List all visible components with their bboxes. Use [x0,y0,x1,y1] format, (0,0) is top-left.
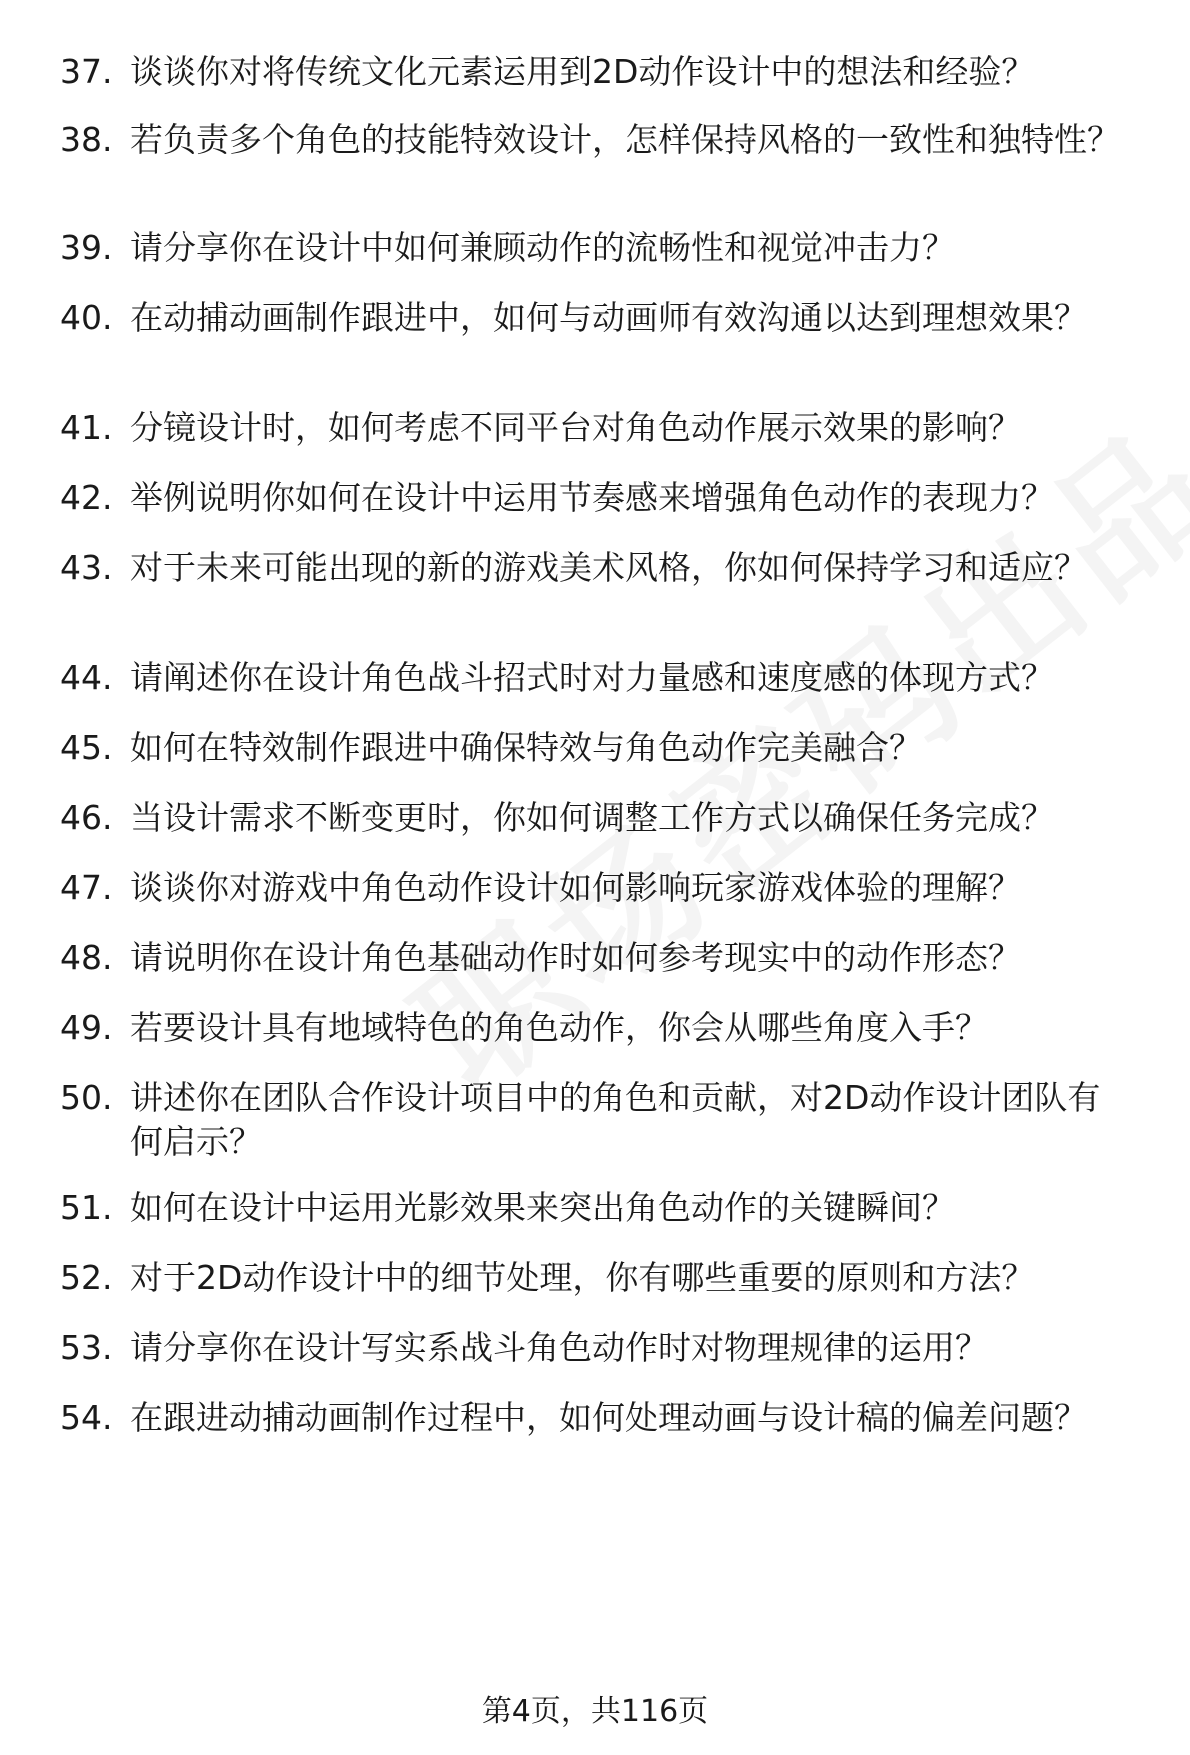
question-text: 举例说明你如何在设计中运用节奏感来增强角色动作的表现力？ [130,478,1054,517]
question-text: 在动捕动画制作跟进中，如何与动画师有效沟通以达到理想效果？ [130,298,1087,337]
question-number: 47. [60,868,113,907]
question-item [60,226,1170,270]
question-number: 50. [60,1078,113,1117]
question-text: 如何在设计中运用光影效果来突出角色动作的关键瞬间？ [130,1188,955,1227]
question-item [60,656,1170,700]
question-number: 38. [60,120,113,159]
question-item [60,1256,1170,1300]
question-item [60,866,1170,910]
question-number: 44. [60,658,113,697]
question-text: 如何在特效制作跟进中确保特效与角色动作完美融合？ [130,728,922,767]
question-number: 48. [60,938,113,977]
question-item [60,936,1170,980]
question-text: 在跟进动捕动画制作过程中，如何处理动画与设计稿的偏差问题？ [130,1398,1087,1437]
question-text: 请阐述你在设计角色战斗招式时对力量感和速度感的体现方式？ [130,658,1054,697]
question-item [60,406,1170,450]
question-number: 54. [60,1398,113,1437]
question-text: 谈谈你对将传统文化元素运用到2D动作设计中的想法和经验？ [130,52,1035,91]
question-text: 对于未来可能出现的新的游戏美术风格，你如何保持学习和适应？ [130,548,1087,587]
question-number: 49. [60,1008,113,1047]
question-item [60,1006,1170,1050]
question-item [60,296,1170,340]
question-text: 分镜设计时，如何考虑不同平台对角色动作展示效果的影响？ [130,408,1021,447]
question-item [60,118,1170,162]
question-number: 45. [60,728,113,767]
question-text: 对于2D动作设计中的细节处理，你有哪些重要的原则和方法？ [130,1258,1035,1297]
question-number: 43. [60,548,113,587]
question-item [60,1396,1170,1440]
question-text: 讲述你在团队合作设计项目中的角色和贡献，对2D动作设计团队有何启示？ [130,1078,1101,1161]
page-footer: 第4页，共116页 [481,1694,709,1729]
question-item [60,50,1170,94]
question-text: 当设计需求不断变更时，你如何调整工作方式以确保任务完成？ [130,798,1054,837]
question-text: 若要设计具有地域特色的角色动作，你会从哪些角度入手？ [130,1008,988,1047]
question-item [60,1076,1170,1164]
question-number: 51. [60,1188,113,1227]
question-text: 若负责多个角色的技能特效设计，怎样保持风格的一致性和独特性？ [130,120,1120,159]
question-item [60,1186,1170,1230]
question-number: 37. [60,52,113,91]
question-number: 40. [60,298,113,337]
question-number: 39. [60,228,113,267]
question-text: 谈谈你对游戏中角色动作设计如何影响玩家游戏体验的理解？ [130,868,1021,907]
question-item [60,546,1170,590]
question-text: 请分享你在设计写实系战斗角色动作时对物理规律的运用？ [130,1328,988,1367]
question-number: 41. [60,408,113,447]
question-number: 52. [60,1258,113,1297]
question-number: 53. [60,1328,113,1367]
question-item [60,1326,1170,1370]
question-item [60,476,1170,520]
question-text: 请说明你在设计角色基础动作时如何参考现实中的动作形态？ [130,938,1021,977]
question-number: 42. [60,478,113,517]
question-text: 请分享你在设计中如何兼顾动作的流畅性和视觉冲击力？ [130,228,955,267]
question-item [60,796,1170,840]
question-number: 46. [60,798,113,837]
question-item [60,726,1170,770]
